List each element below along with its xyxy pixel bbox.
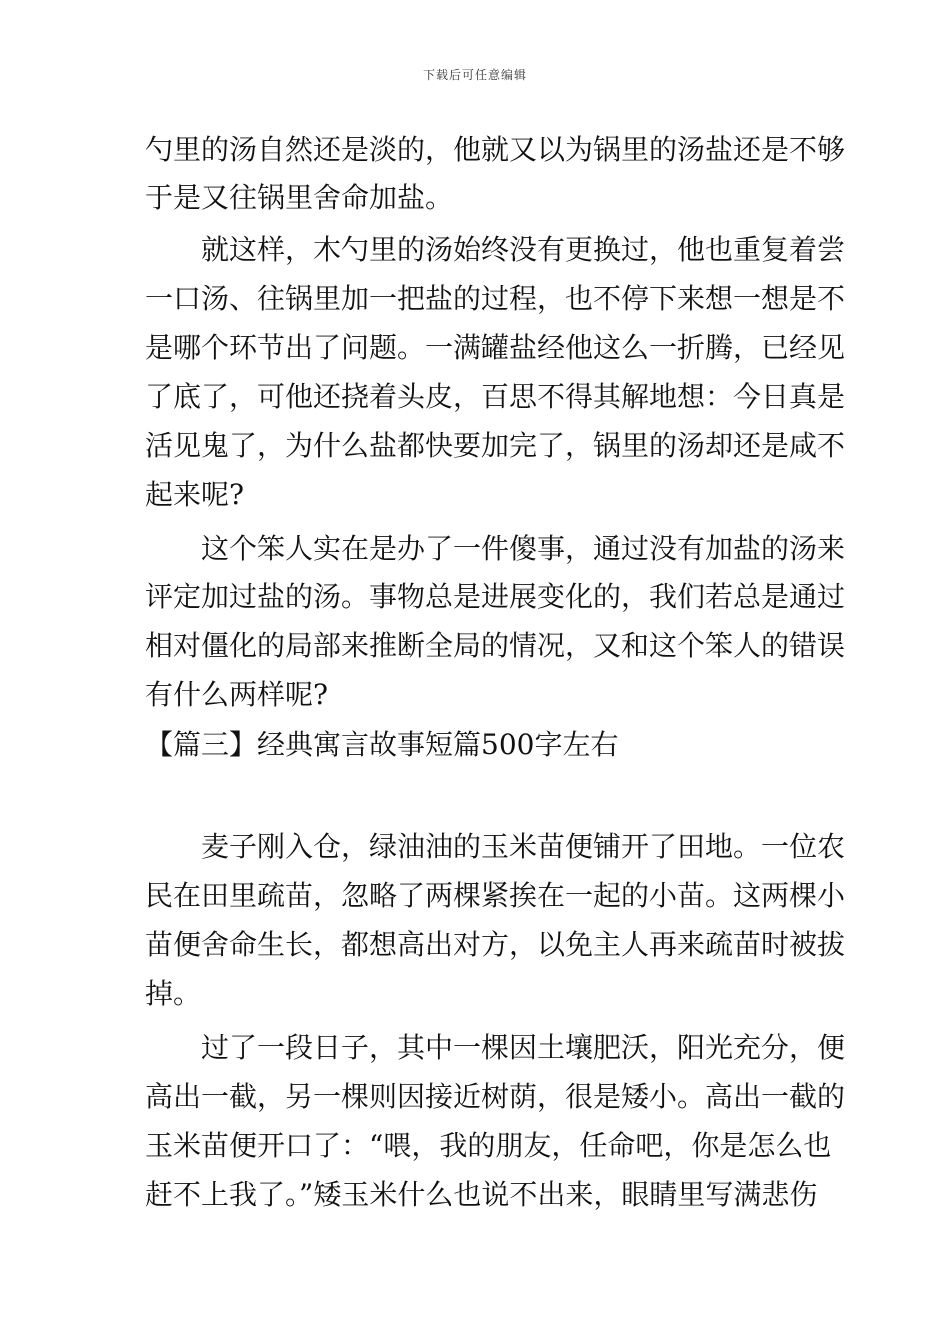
text-line: 了底了，可他还挠着头皮，百思不得其解地想：今日真是 <box>145 380 846 413</box>
text-line: 起来呢? <box>145 478 245 511</box>
text-line: 是哪个环节出了问题。一满罐盐经他这么一折腾，已经见 <box>145 331 846 364</box>
text-line: 玉米苗便开口了：“喂，我的朋友，任命吧，你是怎么也 <box>145 1129 832 1162</box>
text-line: 有什么两样呢? <box>145 678 329 711</box>
section-heading: 【篇三】经典寓言故事短篇500字左右 <box>145 728 619 761</box>
text-line: 苗便舍命生长，都想高出对方，以免主人再来疏苗时被拔 <box>145 928 846 961</box>
text-line: 麦子刚入仓，绿油油的玉米苗便铺开了田地。一位农 <box>201 830 846 863</box>
text-line: 过了一段日子，其中一棵因土壤肥沃，阳光充分，便 <box>201 1031 846 1064</box>
text-line: 赶不上我了。”矮玉米什么也说不出来，眼睛里写满悲伤 <box>145 1178 818 1211</box>
text-line: 相对僵化的局部来推断全局的情况，又和这个笨人的错误 <box>145 629 846 662</box>
text-line: 民在田里疏苗，忽略了两棵紧挨在一起的小苗。这两棵小 <box>145 879 846 912</box>
text-line: 高出一截，另一棵则因接近树荫，很是矮小。高出一截的 <box>145 1080 846 1113</box>
text-line: 活见鬼了，为什么盐都快要加完了，锅里的汤却还是咸不 <box>145 429 846 462</box>
text-line: 于是又往锅里舍命加盐。 <box>145 181 454 214</box>
text-line: 就这样，木勺里的汤始终没有更换过，他也重复着尝 <box>201 233 846 266</box>
text-line: 掉。 <box>145 977 202 1010</box>
text-line: 评定加过盐的汤。事物总是进展变化的，我们若总是通过 <box>145 580 846 613</box>
header-note: 下载后可任意编辑 <box>422 68 527 82</box>
text-line: 一口汤、往锅里加一把盐的过程，也不停下来想一想是不 <box>145 282 846 315</box>
text-line: 勺里的汤自然还是淡的，他就又以为锅里的汤盐还是不够 <box>145 133 846 166</box>
text-line: 这个笨人实在是办了一件傻事，通过没有加盐的汤来 <box>201 532 846 565</box>
